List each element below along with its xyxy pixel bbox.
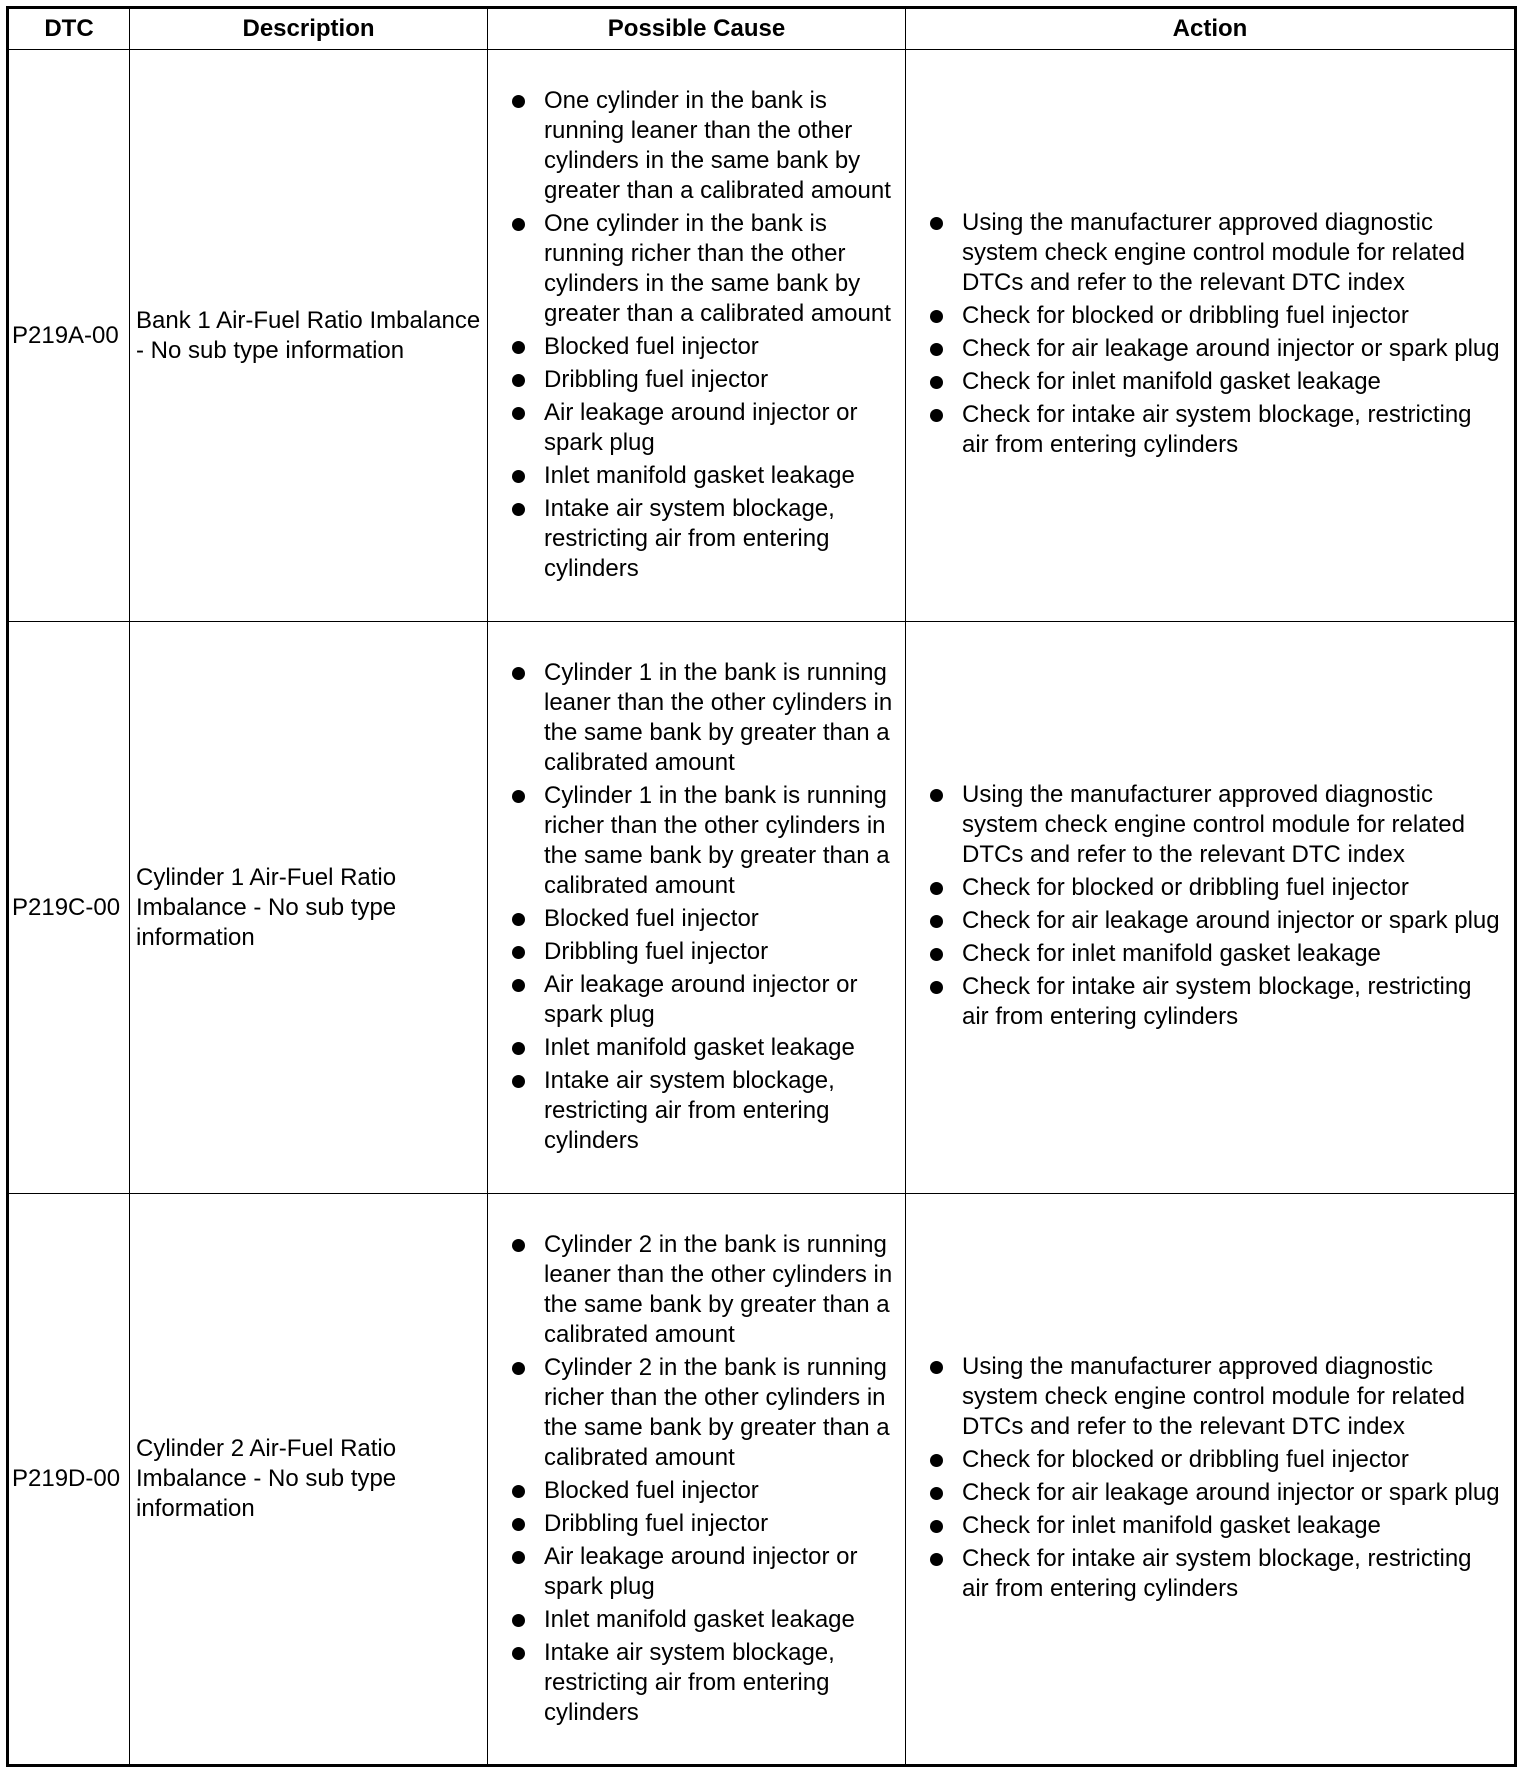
action-list (930, 208, 1504, 460)
action-item: Check for inlet manifold gasket leakage (930, 939, 1504, 969)
action-list (930, 1352, 1504, 1604)
action-item: Check for blocked or dribbling fuel injector (930, 873, 1504, 903)
possible-cause-cell (488, 622, 906, 1194)
cause-item: Cylinder 1 in the bank is running richer than the other cylinders in the same bank by greater than a calibrated amount (512, 781, 895, 901)
cause-item: Inlet manifold gasket leakage (512, 461, 895, 491)
table-row (8, 1194, 1516, 1766)
table-row (8, 50, 1516, 622)
possible-cause-list (512, 658, 895, 1156)
action-cell (906, 50, 1516, 622)
action-item: Check for blocked or dribbling fuel injector (930, 1445, 1504, 1475)
header-action: Action (906, 8, 1516, 50)
cause-item: Inlet manifold gasket leakage (512, 1033, 895, 1063)
header-description: Description (130, 8, 488, 50)
action-item: Check for inlet manifold gasket leakage (930, 367, 1504, 397)
action-item: Check for intake air system blockage, restricting air from entering cylinders (930, 400, 1504, 460)
cause-item: Cylinder 1 in the bank is running leaner than the other cylinders in the same bank by greater than a calibrated amount (512, 658, 895, 778)
action-item: Using the manufacturer approved diagnostic system check engine control module for related DTCs and refer to the relevant DTC index (930, 780, 1504, 870)
cause-item: Blocked fuel injector (512, 1476, 895, 1506)
dtc-description: Cylinder 2 Air-Fuel Ratio Imbalance - No sub type information (130, 1194, 488, 1766)
cause-item: Intake air system blockage, restricting air from entering cylinders (512, 1638, 895, 1728)
cause-item: Air leakage around injector or spark plug (512, 398, 895, 458)
cause-item: Cylinder 2 in the bank is running richer than the other cylinders in the same bank by greater than a calibrated amount (512, 1353, 895, 1473)
cause-item: Intake air system blockage, restricting air from entering cylinders (512, 1066, 895, 1156)
dtc-code: P219C-00 (8, 622, 130, 1194)
dtc-description: Cylinder 1 Air-Fuel Ratio Imbalance - No sub type information (130, 622, 488, 1194)
dtc-description: Bank 1 Air-Fuel Ratio Imbalance - No sub type information (130, 50, 488, 622)
action-cell (906, 1194, 1516, 1766)
table-header-row (8, 8, 1516, 50)
cause-item: One cylinder in the bank is running leaner than the other cylinders in the same bank by greater than a calibrated amount (512, 86, 895, 206)
table-row (8, 622, 1516, 1194)
dtc-table (6, 6, 1517, 1767)
possible-cause-list (512, 1230, 895, 1728)
action-item: Check for blocked or dribbling fuel injector (930, 301, 1504, 331)
cause-item: Cylinder 2 in the bank is running leaner than the other cylinders in the same bank by greater than a calibrated amount (512, 1230, 895, 1350)
action-item: Check for inlet manifold gasket leakage (930, 1511, 1504, 1541)
action-item: Check for intake air system blockage, restricting air from entering cylinders (930, 972, 1504, 1032)
cause-item: Blocked fuel injector (512, 904, 895, 934)
dtc-code: P219A-00 (8, 50, 130, 622)
cause-item: Inlet manifold gasket leakage (512, 1605, 895, 1635)
action-cell (906, 622, 1516, 1194)
action-item: Using the manufacturer approved diagnostic system check engine control module for related DTCs and refer to the relevant DTC index (930, 208, 1504, 298)
possible-cause-cell (488, 1194, 906, 1766)
cause-item: Air leakage around injector or spark plug (512, 970, 895, 1030)
cause-item: Air leakage around injector or spark plug (512, 1542, 895, 1602)
cause-item: Blocked fuel injector (512, 332, 895, 362)
action-item: Check for air leakage around injector or spark plug (930, 906, 1504, 936)
action-list (930, 780, 1504, 1032)
cause-item: Dribbling fuel injector (512, 1509, 895, 1539)
action-item: Check for intake air system blockage, restricting air from entering cylinders (930, 1544, 1504, 1604)
possible-cause-list (512, 86, 895, 584)
cause-item: Dribbling fuel injector (512, 365, 895, 395)
action-item: Check for air leakage around injector or spark plug (930, 334, 1504, 364)
header-possible-cause: Possible Cause (488, 8, 906, 50)
header-dtc: DTC (8, 8, 130, 50)
action-item: Check for air leakage around injector or spark plug (930, 1478, 1504, 1508)
cause-item: Dribbling fuel injector (512, 937, 895, 967)
possible-cause-cell (488, 50, 906, 622)
cause-item: Intake air system blockage, restricting air from entering cylinders (512, 494, 895, 584)
dtc-code: P219D-00 (8, 1194, 130, 1766)
cause-item: One cylinder in the bank is running richer than the other cylinders in the same bank by greater than a calibrated amount (512, 209, 895, 329)
action-item: Using the manufacturer approved diagnostic system check engine control module for related DTCs and refer to the relevant DTC index (930, 1352, 1504, 1442)
